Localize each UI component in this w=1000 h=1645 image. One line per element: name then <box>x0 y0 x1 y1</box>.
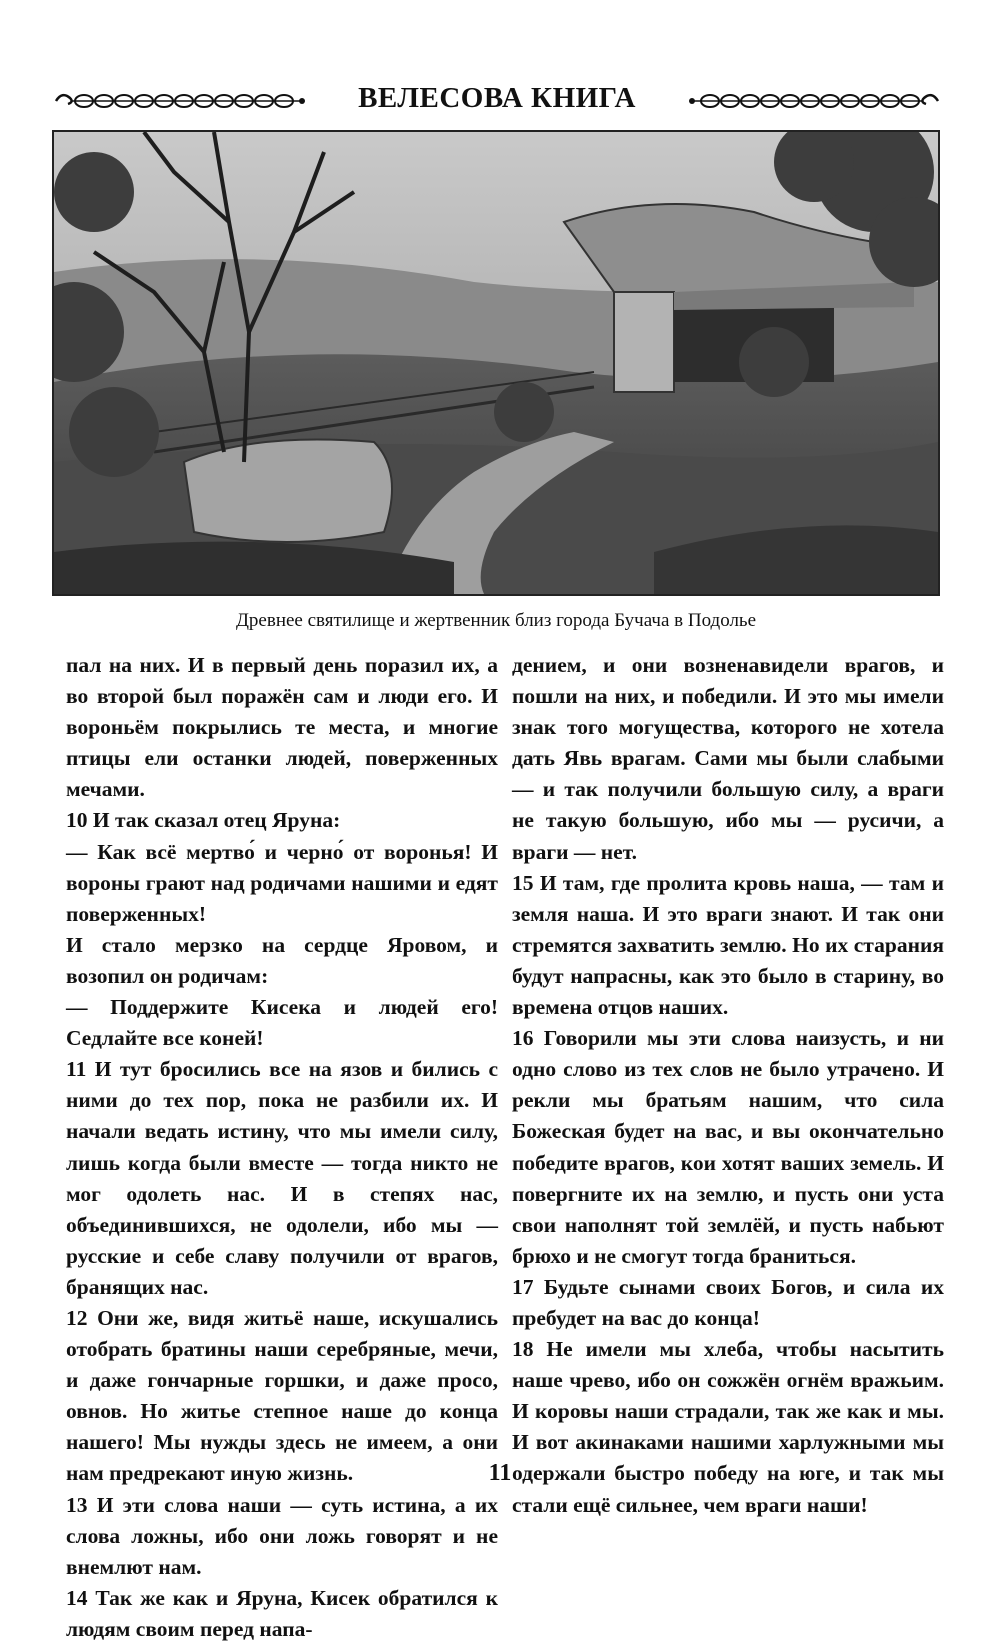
paragraph: 10 И так сказал отец Яруна: <box>66 808 341 833</box>
paragraph: 13 И эти слова наши — суть истина, а их слова ложны, ибо они ложь говорят и не внемлют нам. <box>66 1492 498 1579</box>
right-ornament-icon <box>684 88 942 114</box>
paragraph: 17 Будьте сынами своих Богов, и сила их пребудет на вас до конца! <box>512 1274 944 1330</box>
landscape-image <box>54 132 938 594</box>
paragraph: — Поддержите Кисека и людей его! Седлайте все коней! <box>66 995 498 1051</box>
left-text-column <box>66 650 498 1645</box>
book-title: ВЕЛЕСОВА КНИГА <box>358 82 636 114</box>
paragraph: пал на них. И в первый день поразил их, а во второй был поражён сам и люди его. И вороньём покрылись те места, и многие птицы ели останки людей, поверженных мечами. <box>66 653 498 802</box>
paragraph: 11 И тут бросились все на язов и бились с ними до тех пор, пока не разбили их. И начали ведать истину, что мы имели силу, лишь когда были вместе — тогда никто не мог одолеть нас. И в степях нас, объединившихся, не одолели, ибо мы — русские и себе славу получили от врагов, бранящих нас. <box>66 1057 498 1299</box>
paragraph: дением, и они возненавидели врагов, и пошли на них, и победили. И это мы имели знак того могущества, которого не хотела дать Явь врагам. Сами мы были слабыми — и так получили большую силу, а враги не такую большую, ибо мы — русичи, а враги — нет. <box>512 653 944 864</box>
page-header <box>52 78 942 126</box>
sanctuary-photo <box>52 130 940 596</box>
right-text-column <box>512 650 944 1521</box>
paragraph: И стало мерзко на сердце Яровом, и возопил он родичам: <box>66 932 498 988</box>
paragraph: 15 И там, где пролита кровь наша, — там и земля наша. И это враги знают. И так они стремятся захватить землю. Но их старания будут напрасны, как это было в старину, во времена отцов наших. <box>512 870 944 1020</box>
page-number: 11 <box>488 1460 512 1486</box>
paragraph: 16 Говорили мы эти слова наизусть, и ни одно слово из тех слов не было утрачено. И рекли мы братьям нашим, что сила Божеская будет на вас, и вы окончательно победите врагов, кои хотят ваших земель. И повергните их на землю, и пусть они уста свои наполнят той землёй, и пусть набьют брюхо и не смогут тогда браниться. <box>512 1026 944 1268</box>
paragraph: 12 Они же, видя житьё наше, искушались отобрать братины наши серебряные, мечи, и даже гончарные горшки, и даже просо, овнов. Но житье степное наше до конца нашего! Мы нужды здесь не имеем, а они нам предрекают иную жизнь. <box>66 1305 498 1486</box>
paragraph: 18 Не имели мы хлеба, чтобы насытить наше чрево, ибо он сожжён огнём вражьим. И коровы наши страдали, так же как и мы. И вот акинаками нашими харлужными мы одержали быстро победу на юге, и так мы стали ещё сильнее, чем враги наши! <box>512 1337 944 1517</box>
left-ornament-icon <box>52 88 310 114</box>
photo-caption: Древнее святилище и жертвенник близ города Бучача в Подолье <box>235 610 757 631</box>
paragraph: — Как всё мертво́ и черно́ от воронья! И вороны грают над родичами нашими и едят поверженных! <box>66 839 498 926</box>
paragraph: 14 Так же как и Яруна, Кисек обратился к людям своим перед напа- <box>66 1585 498 1641</box>
